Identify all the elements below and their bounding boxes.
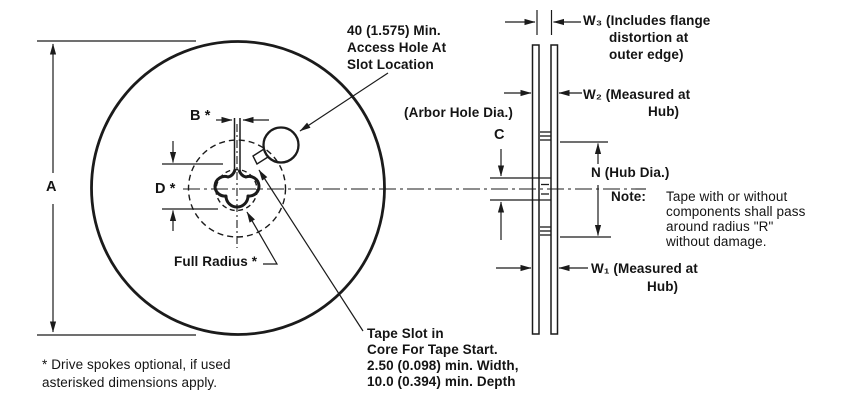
dim-w1-label-line1: W₁ (Measured at — [591, 261, 698, 276]
note-body-line2: components shall pass — [666, 204, 806, 219]
access-hole-leader — [300, 73, 388, 131]
tape-slot-note-line3: 2.50 (0.098) min. Width, — [367, 358, 519, 373]
note-body-line4: without damage. — [666, 234, 767, 249]
tape-slot-notch — [253, 149, 268, 164]
full-radius-label: Full Radius * — [174, 254, 258, 269]
tape-slot-note-line4: 10.0 (0.394) min. Depth — [367, 374, 516, 389]
note-body-line3: around radius "R" — [666, 219, 774, 234]
dim-w3-label-line2: distortion at — [609, 30, 689, 45]
dim-w3-label-line3: outer edge) — [609, 47, 684, 62]
dim-c-label: C — [494, 127, 505, 143]
dim-w3-label-line1: W₃ (Includes flange — [583, 13, 711, 28]
reel-outline — [92, 42, 385, 335]
note-label: Note: — [611, 189, 646, 204]
note-body — [666, 189, 805, 249]
dim-d-label: D * — [155, 181, 176, 197]
access-hole-note-line3: Slot Location — [347, 57, 434, 72]
dim-n-label: N (Hub Dia.) — [591, 165, 670, 180]
reel-front-view — [92, 42, 385, 335]
access-hole-note — [347, 22, 446, 73]
tape-slot-note — [367, 326, 519, 390]
note-body-line1: Tape with or without — [666, 189, 788, 204]
access-hole-note-line2: Access Hole At — [347, 40, 447, 55]
dim-w2-label-line1: W₂ (Measured at — [583, 87, 691, 102]
dim-w2-label-line2: Hub) — [648, 104, 680, 119]
tape-slot-note-line1: Tape Slot in — [367, 326, 444, 341]
tape-slot-note-line2: Core For Tape Start. — [367, 342, 498, 357]
dim-w1-label-line2: Hub) — [647, 279, 679, 294]
footnote-line2: asterisked dimensions apply. — [42, 375, 218, 390]
hub-hatching — [540, 132, 551, 235]
footnote-line1: * Drive spokes optional, if used — [42, 357, 231, 372]
arbor-hole-label: (Arbor Hole Dia.) — [404, 105, 513, 120]
access-hole-note-line1: 40 (1.575) Min. — [347, 23, 441, 38]
tape-slot-leader — [259, 170, 363, 331]
dim-w3-lines — [505, 10, 581, 35]
dim-b-label: B * — [190, 108, 211, 124]
drive-spokes-footnote — [42, 356, 231, 392]
leader-lines — [247, 73, 388, 331]
dim-a-label: A — [46, 179, 57, 195]
